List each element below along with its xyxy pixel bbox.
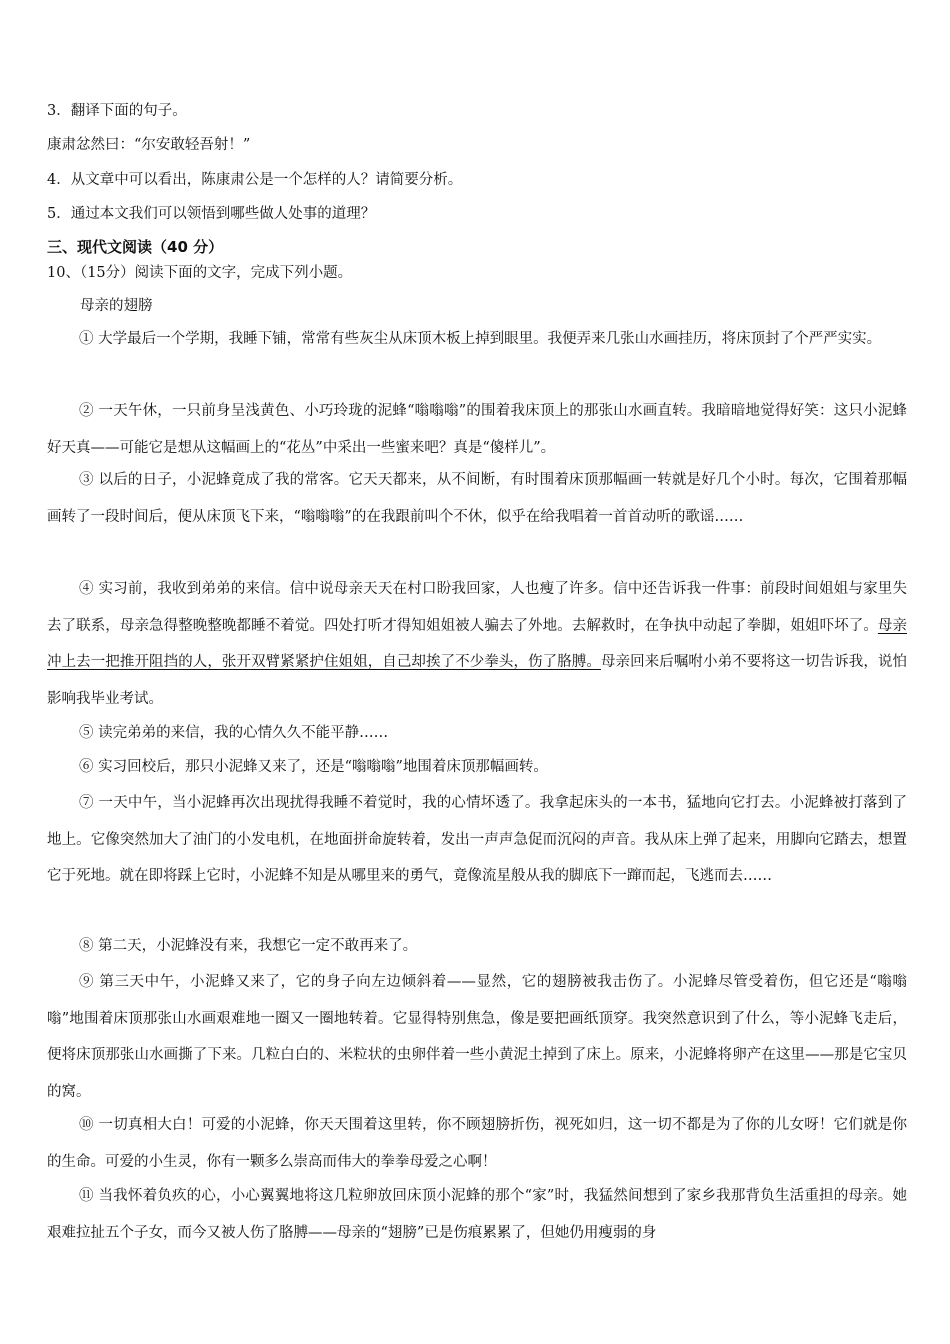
paragraph-1: ① 大学最后一个学期，我睡下铺，常常有些灰尘从床顶木板上掉到眼里。我便弄来几张山水画挂历，将床顶封了个严严实实。 [79,331,882,347]
paragraph-4-underlined: 母亲冲上去一把推开阻挡的人，张开双臂紧紧护住姐姐，自己却挨了不少拳头，伤了胳膊。 [47,617,907,670]
paragraph-10: ⑩ 一切真相大白！可爱的小泥蜂，你天天围着这里转，你不顾翅膀折伤，视死如归，这一切不都是为了你的儿女呀！它们就是你的生命。可爱的小生灵，你有一颗多么崇高而伟大的拳拳母爱之心啊！ [47,1117,907,1170]
paragraph-3: ③ 以后的日子，小泥蜂竟成了我的常客。它天天都来，从不间断，有时围着床顶那幅画一转就是好几个小时。每次，它围着那幅画转了一段时间后，便从床顶飞下来，“嗡嗡嗡”的在我跟前叫个不休，似乎在给我唱着一首首动听的歌谣…… [47,472,907,525]
question-3: 3．翻译下面的句子。 [47,103,187,119]
question-3-sentence: 康肃忿然曰：“尔安敢轻吾射！” [47,137,251,153]
paragraph-8: ⑧ 第二天，小泥蜂没有来，我想它一定不敢再来了。 [79,938,418,954]
paragraph-2: ② 一天午休，一只前身呈浅黄色、小巧玲珑的泥蜂“嗡嗡嗡”的围着我床顶上的那张山水画直转。我暗暗地觉得好笑：这只小泥蜂好天真——可能它是想从这幅画上的“花丛”中采出一些蜜来吧？真是“傻样儿”。 [47,403,907,456]
article-title: 母亲的翅膀 [80,298,153,314]
paragraph-7: ⑦ 一天中午，当小泥蜂再次出现扰得我睡不着觉时，我的心情坏透了。我拿起床头的一本书，猛地向它打去。小泥蜂被打落到了地上。它像突然加大了油门的小发电机，在地面拼命旋转着，发出一声声急促而沉闷的声音。我从床上弹了起来，用脚向它踏去，想置它于死地。就在即将踩上它时，小泥蜂不知是从哪里来的勇气，竟像流星般从我的脚底下一蹿而起，飞逃而去…… [47,795,907,884]
paragraph-4 [47,571,907,717]
paragraph-5: ⑤ 读完弟弟的来信，我的心情久久不能平静…… [79,725,389,741]
paragraph-4-text: ④ 实习前，我收到弟弟的来信。信中说母亲天天在村口盼我回家，人也瘦了许多。信中还告诉我一件事：前段时间姐姐与家里失去了联系，母亲急得整晚整晚都睡不着觉。四处打听才得知姐姐被人骗去了外地。去解救时，在争执中动起了拳脚，姐姐吓坏了。 [47,581,907,634]
question-5: 5．通过本文我们可以领悟到哪些做人处事的道理？ [47,206,376,222]
question-10-intro: 10、（15分）阅读下面的文字，完成下列小题。 [47,265,353,281]
paragraph-9: ⑨ 第三天中午，小泥蜂又来了，它的身子向左边倾斜着——显然，它的翅膀被我击伤了。小泥蜂尽管受着伤，但它还是“嗡嗡嗡”地围着床顶那张山水画艰难地一圈又一圈地转着。它显得特别焦急，像是要把画纸顶穿。我突然意识到了什么，等小泥蜂飞走后，便将床顶那张山水画撕了下来。几粒白白的、米粒状的虫卵伴着一些小黄泥土掉到了床上。原来，小泥蜂将卵产在这里——那是它宝贝的窝。 [47,974,907,1100]
paragraph-11: ⑪ 当我怀着负疚的心，小心翼翼地将这几粒卵放回床顶小泥蜂的那个“家”时，我猛然间想到了家乡我那背负生活重担的母亲。她艰难拉扯五个子女，而今又被人伤了胳膊——母亲的“翅膀”已是伤痕累累了，但她仍用瘦弱的身 [47,1188,907,1241]
paragraph-6: ⑥ 实习回校后，那只小泥蜂又来了，还是“嗡嗡嗡”地围着床顶那幅画转。 [79,759,548,775]
paragraph-4-text-end: 母亲回来后嘱咐小弟不要将这一切告诉我，说怕影响我毕业考试。 [47,654,908,707]
question-4: 4．从文章中可以看出，陈康肃公是一个怎样的人？请简要分析。 [47,172,463,188]
section-heading: 三、现代文阅读（40 分） [47,238,224,256]
